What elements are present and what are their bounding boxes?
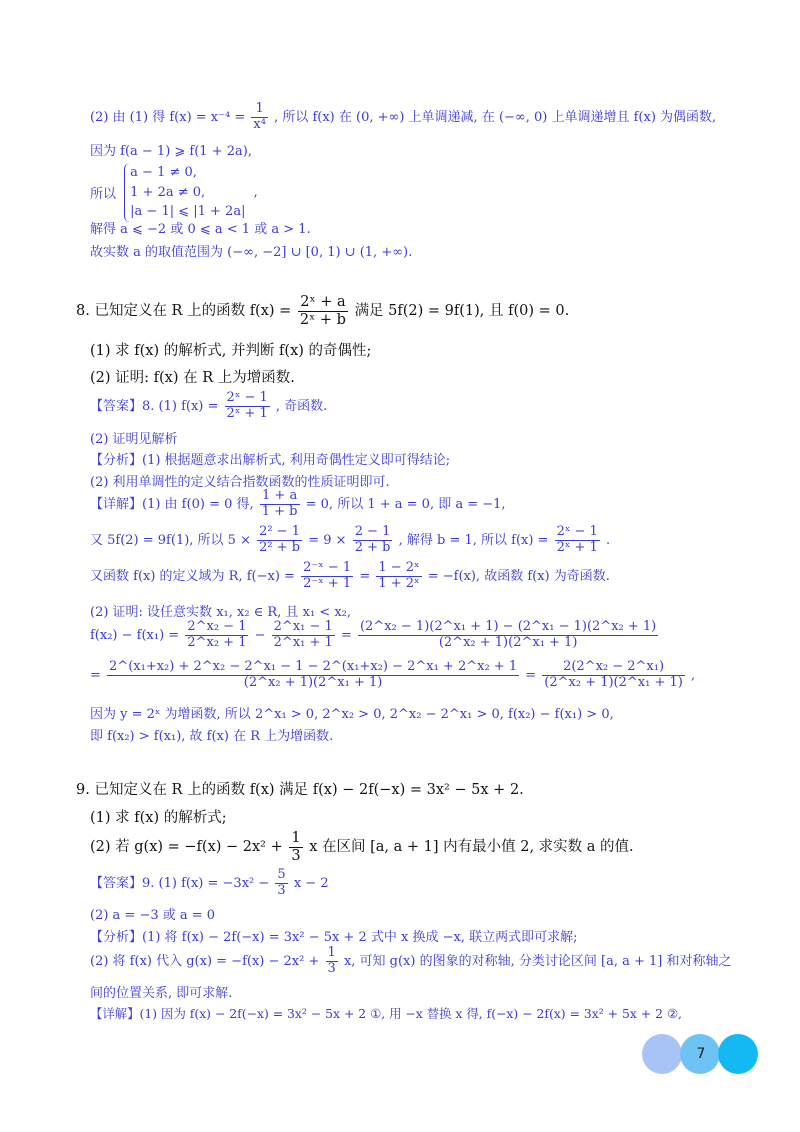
q8-detail-6: = $\frac{\text{2\textasciicircum{}(x₁+x₂) + 2\textasciicircum{}x₂ − 2\textasciicircum{}x₁ − 1 − 2\textasciicircum{}(x₁+x₂) − 2\textasciicircum{}x₁ + 2\textasciicircum{}x₂ + 1}}{\text{(2\textasciicircum{}x₂ + 1)(2\textasciicircum{}x₁ + 1)}}$ = $\frac{\text{2(2\textasciicircum{}x₂ − 2\textasciicircum{}x₁)}}{\text{(2\textasciicircum{}x₂ + 1)(2\textasciicircum{}x₁ + 1)}}$ ,: [90, 659, 696, 690]
fraction: $\frac{\text{2ˣ + a}}{\text{2ˣ + b}}$: [299, 294, 346, 328]
q8-detail-8: 即 f(x₂) > f(x₁), 故 f(x) 在 R 上为增函数.: [90, 729, 334, 744]
q8-detail-3: 又函数 f(x) 的定义域为 R, f(−x) = $\frac{\text{2⁻ˣ − 1}}{\text{2⁻ˣ + 1}}$ = $\frac{\text{1 − 2ˣ}}{\text{1 + 2ˣ}}$ = −f(x), 故函数 f(x) 为奇函数.: [90, 560, 610, 591]
fraction: $\frac{\text{2ˣ − 1}}{\text{2ˣ + 1}}$: [556, 524, 598, 555]
q8-detail-5: f(x₂) − f(x₁) = $\frac{\text{2\textasciicircum{}x₂ − 1}}{\text{2\textasciicircum{}x₂ + 1}}$ − $\frac{\text{2\textasciicircum{}x₁ − 1}}{\text{2\textasciicircum{}x₁ + 1}}$ = $\frac{\text{(2\textasciicircum{}x₂ − 1)(2\textasciicircum{}x₁ + 1) − (2\textasciicircum{}x₁ − 1)(2\textasciicircum{}x₂ + 1)}}{\text{(2\textasciicircum{}x₂ + 1)(2\textasciicircum{}x₁ + 1)}}$: [90, 619, 657, 650]
q9-analysis-2: (2) 将 f(x) 代入 g(x) = −f(x) − 2x² + $\frac{1}{3}$ x, 可知 g(x) 的图象的对称轴, 分类讨论区间 [a, a + 1] 和对称轴之: [90, 945, 732, 976]
page-badge-circle-left: [642, 1034, 682, 1074]
q9-analysis-3: 间的位置关系, 即可求解.: [90, 986, 233, 1001]
q8-part-1: (1) 求 f(x) 的解析式, 并判断 f(x) 的奇偶性;: [90, 343, 372, 359]
fraction: $\frac{\text{2\textasciicircum{}x₁ − 1}}{\text{2\textasciicircum{}x₁ + 1}}$: [273, 619, 333, 650]
fraction: $\frac{\text{2\textasciicircum{}x₂ − 1}}{\text{2\textasciicircum{}x₂ + 1}}$: [187, 619, 247, 650]
equation-system: a − 1 ≠ 0, 1 + 2a ≠ 0, |a − 1| ⩽ |1 + 2a|: [124, 163, 245, 222]
q8-stem: 8. 已知定义在 R 上的函数 f(x) = $\frac{\text{2ˣ + a}}{\text{2ˣ + b}}$ 满足 5f(2) = 9f(1), 且 f(0) = 0.: [76, 294, 570, 328]
q8-detail-1: 【详解】(1) 由 f(0) = 0 得, $\frac{1 + a}{1 + b}$ = 0, 所以 1 + a = 0, 即 a = −1,: [90, 488, 506, 519]
fraction: $\frac{1 + a}{1 + b}$: [261, 488, 298, 519]
q9-detail-1: 【详解】(1) 因为 f(x) − 2f(−x) = 3x² − 5x + 2 ①, 用 −x 替换 x 得, f(−x) − 2f(x) = 3x² + 5x + 2 ②,: [90, 1006, 682, 1021]
fraction: $\frac{\text{(2\textasciicircum{}x₂ − 1)(2\textasciicircum{}x₁ + 1) − (2\textasciicircum{}x₁ − 1)(2\textasciicircum{}x₂ + 1)}}{\text{(2\textasciicircum{}x₂ + 1)(2\textasciicircum{}x₁ + 1)}}$: [359, 619, 657, 650]
fraction: $\frac{1}{\text{x⁴}}$: [253, 101, 266, 132]
fraction: $\frac{\text{2\textasciicircum{}(x₁+x₂) + 2\textasciicircum{}x₂ − 2\textasciicircum{}x₁ − 1 − 2\textasciicircum{}(x₁+x₂) − 2\textasciicircum{}x₁ + 2\textasciicircum{}x₂ + 1}}{\text{(2\textasciicircum{}x₂ + 1)(2\textasciicircum{}x₁ + 1)}}$: [109, 659, 518, 690]
prev-line-4: 解得 a ⩽ −2 或 0 ⩽ a < 1 或 a > 1.: [90, 222, 311, 237]
prev-line-5: 故实数 a 的取值范围为 (−∞, −2] ∪ [0, 1) ∪ (1, +∞).: [90, 245, 413, 260]
fraction: $\frac{2 - 1}{2 + b}$: [354, 524, 391, 555]
q9-answer: 【答案】9. (1) f(x) = −3x² − $\frac{5}{3}$ x − 2: [90, 867, 329, 898]
q9-stem: 9. 已知定义在 R 上的函数 f(x) 满足 f(x) − 2f(−x) = 3x² − 5x + 2.: [76, 782, 524, 798]
q8-analysis-2: (2) 利用单调性的定义结合指数函数的性质证明即可.: [90, 475, 390, 490]
fraction: $\frac{\text{2ˣ − 1}}{\text{2ˣ + 1}}$: [226, 390, 268, 421]
q9-analysis-1: 【分析】(1) 将 f(x) − 2f(−x) = 3x² − 5x + 2 式中 x 换成 −x, 联立两式即可求解;: [90, 930, 578, 945]
q9-part-2: (2) 若 g(x) = −f(x) − 2x² + $\frac{1}{3}$ x 在区间 [a, a + 1] 内有最小值 2, 求实数 a 的值.: [90, 830, 634, 864]
prev-line-1: (2) 由 (1) 得 f(x) = x⁻⁴ = $\frac{1}{\text{x⁴}}$ , 所以 f(x) 在 (0, +∞) 上单调递减, 在 (−∞, 0) 上单调递增且 f(x) 为偶函数,: [90, 101, 717, 132]
q8-analysis-1: 【分析】(1) 根据题意求出解析式, 利用奇偶性定义即可得结论;: [90, 453, 451, 468]
fraction: $\frac{5}{3}$: [277, 867, 286, 898]
fraction: $\frac{1}{3}$: [327, 945, 336, 976]
fraction: $\frac{1}{3}$: [291, 830, 301, 864]
q8-detail-7: 因为 y = 2ˣ 为增函数, 所以 2^x₁ > 0, 2^x₂ > 0, 2^x₂ − 2^x₁ > 0, f(x₂) − f(x₁) > 0,: [90, 707, 614, 722]
q8-answer: 【答案】8. (1) f(x) = $\frac{\text{2ˣ − 1}}{\text{2ˣ + 1}}$ , 奇函数.: [90, 390, 328, 421]
fraction: $\frac{\text{2⁻ˣ − 1}}{\text{2⁻ˣ + 1}}$: [303, 560, 352, 591]
fraction: $\frac{\text{2(2\textasciicircum{}x₂ − 2\textasciicircum{}x₁)}}{\text{(2\textasciicircum{}x₂ + 1)(2\textasciicircum{}x₁ + 1)}}$: [544, 659, 683, 690]
fraction: $\frac{\text{1 − 2ˣ}}{\text{1 + 2ˣ}}$: [378, 560, 420, 591]
prev-line-3: 所以 a − 1 ≠ 0, 1 + 2a ≠ 0, |a − 1| ⩽ |1 + 2a| ,: [90, 163, 258, 222]
prev-line-2: 因为 f(a − 1) ⩾ f(1 + 2a),: [90, 144, 252, 159]
page-badge-circle-right: [718, 1034, 758, 1074]
page-number: 7: [696, 1046, 706, 1062]
q8-detail-2: 又 5f(2) = 9f(1), 所以 5 × $\frac{\text{2² − 1}}{\text{2² + b}}$ = 9 × $\frac{2 - 1}{2 + b}$ , 解得 b = 1, 所以 f(x) = $\frac{\text{2ˣ − 1}}{\text{2ˣ + 1}}$ .: [90, 524, 611, 555]
q8-part-2: (2) 证明: f(x) 在 R 上为增函数.: [90, 370, 295, 386]
q9-part-1: (1) 求 f(x) 的解析式;: [90, 810, 227, 826]
fraction: $\frac{\text{2² − 1}}{\text{2² + b}}$: [259, 524, 301, 555]
q8-detail-4: (2) 证明: 设任意实数 x₁, x₂ ∈ R, 且 x₁ < x₂,: [90, 605, 351, 620]
q9-answer-2: (2) a = −3 或 a = 0: [90, 908, 216, 923]
q8-answer-2: (2) 证明见解析: [90, 432, 178, 447]
